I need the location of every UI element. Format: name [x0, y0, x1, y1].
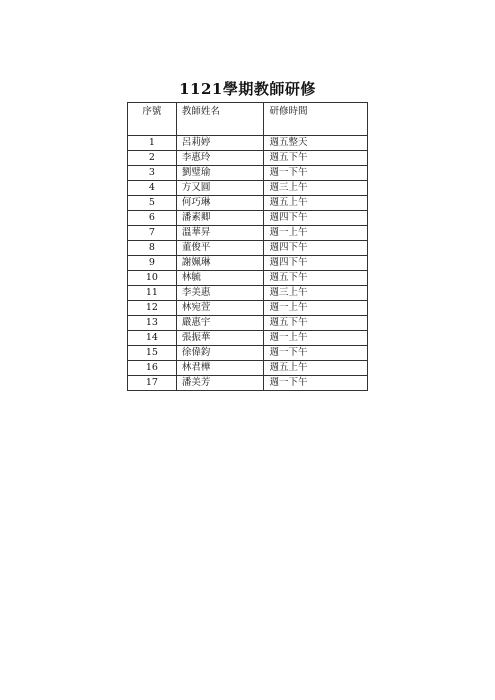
table-row — [128, 226, 368, 241]
teacher-name-cell: 林宛萱 — [176, 301, 264, 316]
teacher-name-cell: 潘美芳 — [176, 376, 264, 391]
table-row — [128, 241, 368, 256]
training-time-cell: 週一下午 — [264, 166, 368, 181]
serial-number-cell: 6 — [128, 211, 177, 226]
training-time-cell: 週一上午 — [264, 226, 368, 241]
training-time-cell: 週三上午 — [264, 181, 368, 196]
header-training-time: 研修時間 — [264, 103, 368, 136]
teacher-name-cell: 徐偉鈞 — [176, 346, 264, 361]
training-time-cell: 週五上午 — [264, 361, 368, 376]
serial-number-cell: 14 — [128, 331, 177, 346]
teacher-name-cell: 林君樺 — [176, 361, 264, 376]
teacher-name-cell: 李美惠 — [176, 286, 264, 301]
serial-number-cell: 2 — [128, 151, 177, 166]
training-time-cell: 週三上午 — [264, 286, 368, 301]
training-time-cell: 週五整天 — [264, 136, 368, 151]
training-time-cell: 週五下午 — [264, 316, 368, 331]
table-row — [128, 166, 368, 181]
training-time-cell: 週五上午 — [264, 196, 368, 211]
table-row — [128, 331, 368, 346]
teacher-name-cell: 呂莉婷 — [176, 136, 264, 151]
teacher-name-cell: 林毓 — [176, 271, 264, 286]
training-time-cell: 週一上午 — [264, 301, 368, 316]
table-row — [128, 361, 368, 376]
training-time-cell: 週一上午 — [264, 331, 368, 346]
training-time-cell: 週四下午 — [264, 241, 368, 256]
teacher-name-cell: 董俊平 — [176, 241, 264, 256]
table-row — [128, 181, 368, 196]
table-row — [128, 256, 368, 271]
table-row — [128, 196, 368, 211]
serial-number-cell: 13 — [128, 316, 177, 331]
training-time-cell: 週五下午 — [264, 151, 368, 166]
serial-number-cell: 1 — [128, 136, 177, 151]
training-time-cell: 週四下午 — [264, 211, 368, 226]
training-time-cell: 週一下午 — [264, 346, 368, 361]
header-teacher-name: 教師姓名 — [176, 103, 264, 136]
teacher-training-table — [127, 102, 368, 391]
table-row — [128, 316, 368, 331]
teacher-name-cell: 潘素卿 — [176, 211, 264, 226]
table-row — [128, 301, 368, 316]
header-row — [128, 103, 368, 136]
serial-number-cell: 12 — [128, 301, 177, 316]
teacher-name-cell: 李惠玲 — [176, 151, 264, 166]
serial-number-cell: 15 — [128, 346, 177, 361]
serial-number-cell: 4 — [128, 181, 177, 196]
table-row — [128, 376, 368, 391]
teacher-name-cell: 方又圓 — [176, 181, 264, 196]
serial-number-cell: 16 — [128, 361, 177, 376]
training-time-cell: 週一下午 — [264, 376, 368, 391]
serial-number-cell: 5 — [128, 196, 177, 211]
teacher-name-cell: 劉璧瑜 — [176, 166, 264, 181]
training-time-cell: 週五下午 — [264, 271, 368, 286]
teacher-name-cell: 張振華 — [176, 331, 264, 346]
teacher-name-cell: 何巧琳 — [176, 196, 264, 211]
table-row — [128, 346, 368, 361]
table-header — [128, 103, 368, 136]
header-serial-number: 序號 — [128, 103, 177, 136]
table-row — [128, 286, 368, 301]
serial-number-cell: 11 — [128, 286, 177, 301]
serial-number-cell: 17 — [128, 376, 177, 391]
table-row — [128, 271, 368, 286]
teacher-name-cell: 溫華昇 — [176, 226, 264, 241]
serial-number-cell: 10 — [128, 271, 177, 286]
serial-number-cell: 3 — [128, 166, 177, 181]
training-time-cell: 週四下午 — [264, 256, 368, 271]
table-row — [128, 211, 368, 226]
table-row — [128, 151, 368, 166]
teacher-name-cell: 嚴惠宇 — [176, 316, 264, 331]
teacher-name-cell: 謝姵琳 — [176, 256, 264, 271]
serial-number-cell: 8 — [128, 241, 177, 256]
table-body — [128, 136, 368, 391]
table-row — [128, 136, 368, 151]
page-title: 1121學期教師研修 — [179, 80, 316, 98]
serial-number-cell: 7 — [128, 226, 177, 241]
serial-number-cell: 9 — [128, 256, 177, 271]
